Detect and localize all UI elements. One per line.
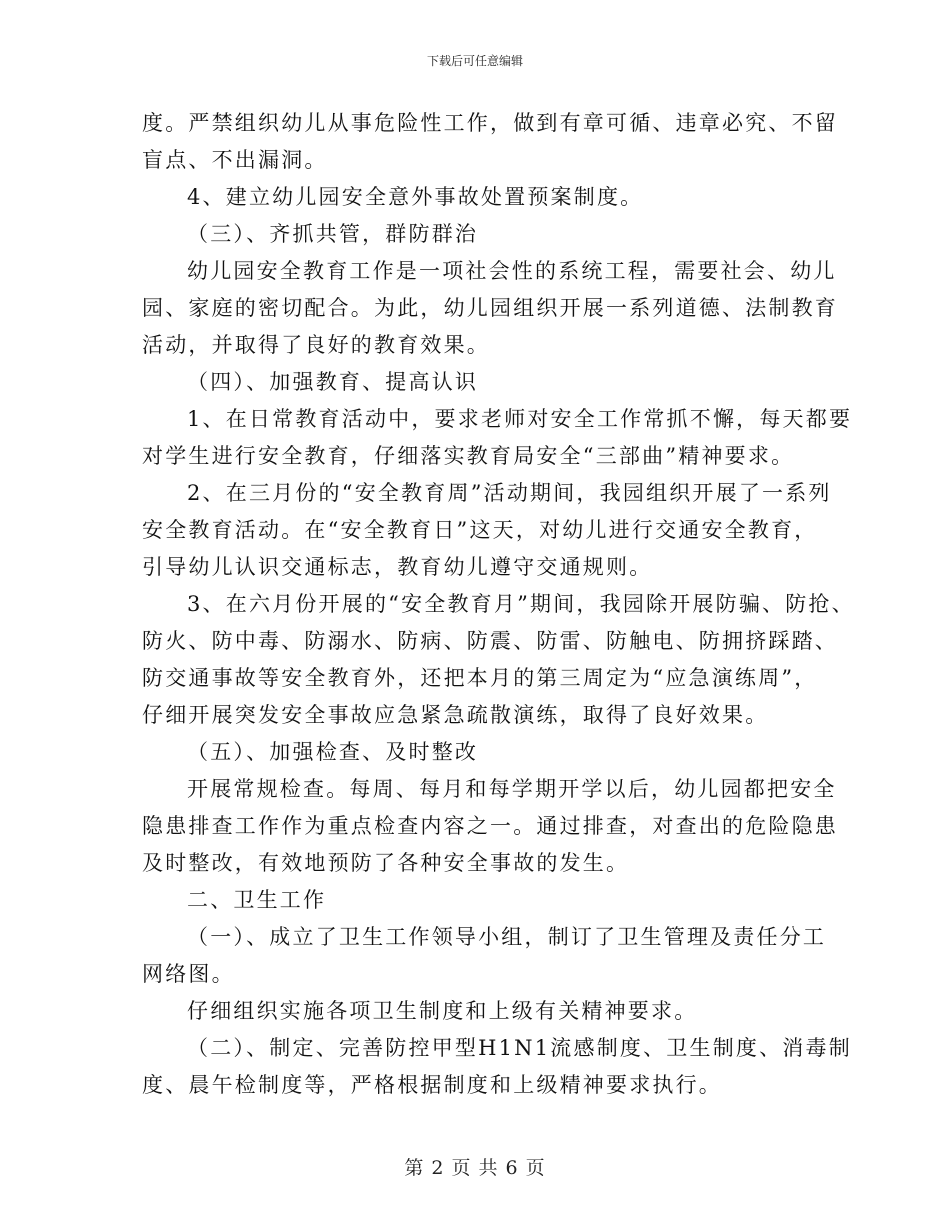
paragraph-line: 幼儿园安全教育工作是一项社会性的系统工程，需要社会、幼儿 (187, 259, 837, 283)
paragraph-line: 及时整改，有效地预防了各种安全事故的发生。 (142, 851, 630, 875)
paragraph-line: 3、在六月份开展的“安全教育月”期间，我园除开展防骗、防抢、 (187, 592, 855, 616)
paragraph-line: 4、建立幼儿园安全意外事故处置预案制度。 (187, 185, 644, 209)
document-body (142, 105, 855, 1104)
paragraph-line: 1、在日常教育活动中，要求老师对安全工作常抓不懈，每天都要 (187, 407, 853, 431)
paragraph-line: 隐患排查工作作为重点检查内容之一。通过排查，对查出的危险隐患 (142, 814, 838, 838)
page-header: 下载后可任意编辑 (426, 54, 523, 68)
paragraph-line: 2、在三月份的“安全教育周”活动期间，我园组织开展了一系列 (187, 481, 832, 505)
section-heading: （二）、制定、完善防控甲型H1N1流感制度、卫生制度、消毒制 (187, 1036, 852, 1060)
paragraph-line: 仔细组织实施各项卫生制度和上级有关精神要求。 (187, 999, 698, 1023)
paragraph-line: 度。严禁组织幼儿从事危险性工作，做到有章可循、违章必究、不留 (142, 111, 838, 135)
paragraph-line: 防交通事故等安全教育外，还把本月的第三周定为“应急演练周”， (142, 666, 818, 690)
paragraph-line: 仔细开展突发安全事故应急紧急疏散演练，取得了良好效果。 (142, 703, 769, 727)
section-heading: （五）、加强检查、及时整改 (187, 740, 479, 764)
paragraph-line: 园、家庭的密切配合。为此，幼儿园组织开展一系列道德、法制教育 (142, 296, 838, 320)
paragraph-line: 防火、防中毒、防溺水、防病、防震、防雷、防触电、防拥挤踩踏、 (142, 629, 838, 653)
section-heading: （四）、加强教育、提高认识 (187, 370, 479, 394)
paragraph-line: 安全教育活动。在“安全教育日”这天，对幼儿进行交通安全教育， (142, 518, 818, 542)
page-number: 第 2 页 共 6 页 (404, 1157, 546, 1179)
paragraph-line: 盲点、不出漏洞。 (142, 148, 328, 172)
paragraph-line: 开展常规检查。每周、每月和每学期开学以后，幼儿园都把安全 (187, 777, 837, 801)
section-heading: （三）、齐抓共管，群防群治 (187, 222, 479, 246)
paragraph-line: 度、晨午检制度等，严格根据制度和上级精神要求执行。 (142, 1073, 722, 1097)
paragraph-line: 网络图。 (142, 962, 235, 986)
section-heading: （一）、成立了卫生工作领导小组，制订了卫生管理及责任分工 (187, 925, 827, 949)
section-heading: 二、卫生工作 (187, 888, 327, 912)
paragraph-line: 活动，并取得了良好的教育效果。 (142, 333, 490, 357)
paragraph-line: 对学生进行安全教育，仔细落实教育局安全“三部曲”精神要求。 (142, 444, 795, 468)
paragraph-line: 引导幼儿认识交通标志，教育幼儿遵守交通规则。 (142, 555, 653, 579)
